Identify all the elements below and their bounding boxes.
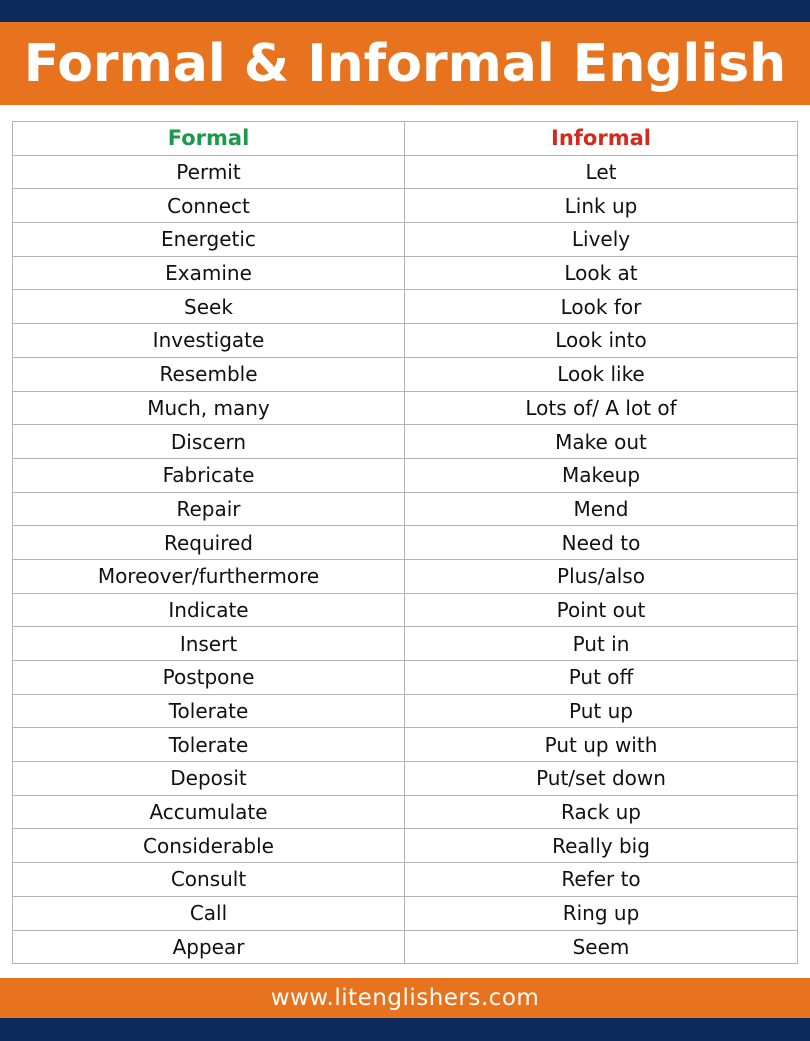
informal-word-cell: Make out — [405, 425, 798, 459]
formal-word-cell: Tolerate — [13, 728, 405, 762]
formal-word-cell: Energetic — [13, 223, 405, 257]
formal-word-cell: Considerable — [13, 829, 405, 863]
table-row — [13, 357, 798, 391]
informal-word-cell: Seem — [405, 930, 798, 964]
informal-word-cell: Refer to — [405, 863, 798, 897]
formal-word-cell: Moreover/furthermore — [13, 559, 405, 593]
informal-word-cell: Point out — [405, 593, 798, 627]
bottom-navy-band — [0, 1018, 810, 1041]
informal-word-cell: Mend — [405, 492, 798, 526]
title-banner — [0, 22, 810, 105]
formal-word-cell: Consult — [13, 863, 405, 897]
informal-word-cell: Look for — [405, 290, 798, 324]
formal-word-cell: Indicate — [13, 593, 405, 627]
formal-word-cell: Repair — [13, 492, 405, 526]
formal-word-cell: Discern — [13, 425, 405, 459]
informal-word-cell: Put/set down — [405, 762, 798, 796]
formal-word-cell: Investigate — [13, 324, 405, 358]
informal-word-cell: Ring up — [405, 896, 798, 930]
table-row — [13, 189, 798, 223]
informal-word-cell: Put up with — [405, 728, 798, 762]
informal-word-cell: Really big — [405, 829, 798, 863]
informal-word-cell: Link up — [405, 189, 798, 223]
table-row — [13, 762, 798, 796]
formal-word-cell: Fabricate — [13, 458, 405, 492]
informal-word-cell: Put off — [405, 661, 798, 695]
formal-word-cell: Accumulate — [13, 795, 405, 829]
table-row — [13, 526, 798, 560]
formal-word-cell: Seek — [13, 290, 405, 324]
table-row — [13, 863, 798, 897]
informal-column-header: Informal — [405, 122, 798, 156]
formal-word-cell: Tolerate — [13, 694, 405, 728]
formal-word-cell: Insert — [13, 627, 405, 661]
table-row — [13, 324, 798, 358]
footer-banner — [0, 978, 810, 1018]
website-url: www.litenglishers.com — [270, 985, 540, 1011]
table-row — [13, 223, 798, 257]
informal-word-cell: Lots of/ A lot of — [405, 391, 798, 425]
informal-word-cell: Put in — [405, 627, 798, 661]
formal-word-cell: Call — [13, 896, 405, 930]
informal-word-cell: Need to — [405, 526, 798, 560]
page-title: Formal & Informal English — [23, 33, 787, 94]
table-body — [13, 155, 798, 964]
table-row — [13, 256, 798, 290]
top-navy-band — [0, 0, 810, 22]
formal-word-cell: Examine — [13, 256, 405, 290]
informal-word-cell: Makeup — [405, 458, 798, 492]
formal-word-cell: Much, many — [13, 391, 405, 425]
table-row — [13, 290, 798, 324]
table-row — [13, 155, 798, 189]
informal-word-cell: Rack up — [405, 795, 798, 829]
table-row — [13, 795, 798, 829]
formal-word-cell: Postpone — [13, 661, 405, 695]
formal-word-cell: Connect — [13, 189, 405, 223]
table-row — [13, 829, 798, 863]
table-row — [13, 661, 798, 695]
table-row — [13, 492, 798, 526]
formal-column-header: Formal — [13, 122, 405, 156]
formal-word-cell: Permit — [13, 155, 405, 189]
informal-word-cell: Plus/also — [405, 559, 798, 593]
table-header-row — [13, 122, 798, 156]
informal-word-cell: Let — [405, 155, 798, 189]
table-row — [13, 896, 798, 930]
informal-word-cell: Look at — [405, 256, 798, 290]
table-row — [13, 425, 798, 459]
formal-word-cell: Resemble — [13, 357, 405, 391]
table-row — [13, 694, 798, 728]
table-row — [13, 559, 798, 593]
table-row — [13, 458, 798, 492]
formal-word-cell: Deposit — [13, 762, 405, 796]
formal-word-cell: Required — [13, 526, 405, 560]
table-row — [13, 728, 798, 762]
table-row — [13, 593, 798, 627]
table-row — [13, 930, 798, 964]
vocabulary-table — [12, 121, 798, 964]
informal-word-cell: Put up — [405, 694, 798, 728]
formal-word-cell: Appear — [13, 930, 405, 964]
informal-word-cell: Look into — [405, 324, 798, 358]
table-row — [13, 627, 798, 661]
table-row — [13, 391, 798, 425]
informal-word-cell: Lively — [405, 223, 798, 257]
informal-word-cell: Look like — [405, 357, 798, 391]
